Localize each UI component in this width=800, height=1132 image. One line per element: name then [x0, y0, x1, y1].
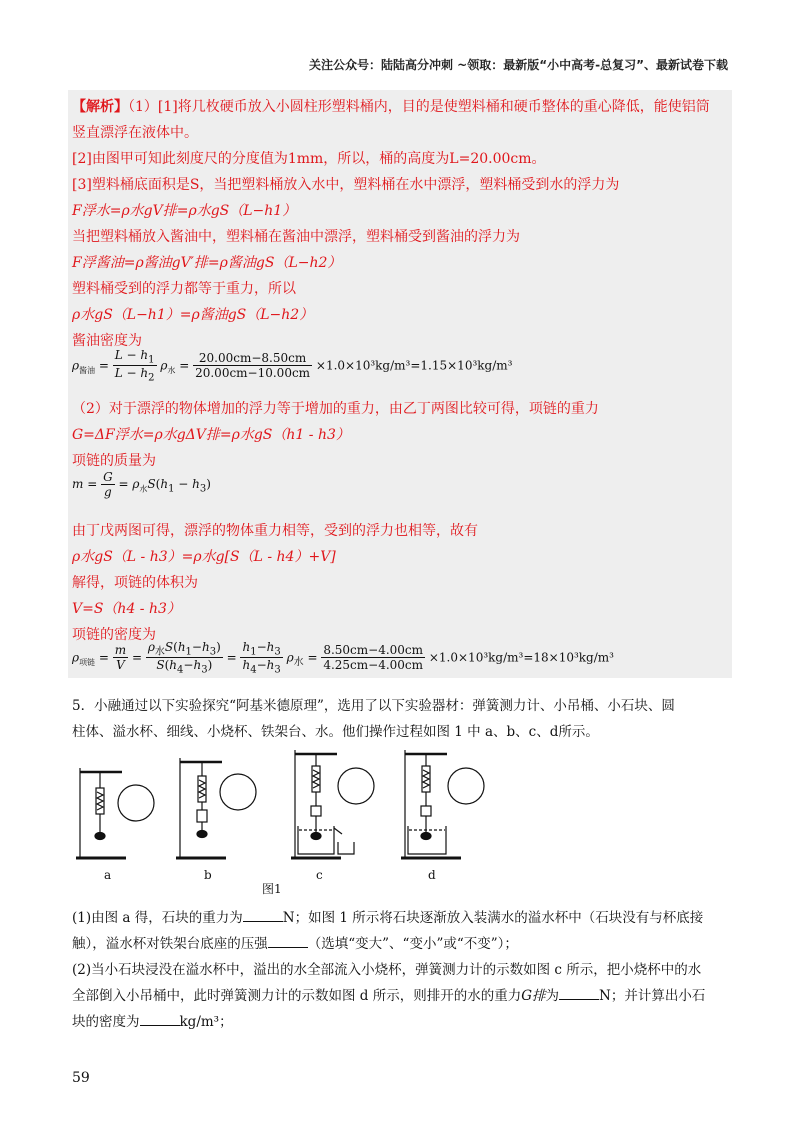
- solution-line-10: 酱油密度为: [72, 333, 142, 349]
- fraction-h: $\frac{h_1-h_3}{h_4-h_3}$: [242, 640, 281, 676]
- solution-tag: 【解析】: [72, 99, 128, 115]
- page-number: 59: [72, 1070, 90, 1086]
- apparatus-b: [176, 758, 256, 858]
- solution-line-17: V=S（h4 - h3）: [72, 601, 181, 617]
- question-part-2-line-3: 块的密度为 kg/m³；: [72, 1014, 233, 1030]
- g-pai-symbol: G排: [521, 988, 546, 1004]
- solution-line-11: （2）对于漂浮的物体增加的浮力等于增加的重力，由乙丁两图比较可得，项链的重力: [72, 401, 599, 417]
- question-part-2-line-2: 全部倒入小吊桶中，此时弹簧测力计的示数如图 d 所示，则排开的水的重力G排为 N；并计算出小石: [72, 988, 706, 1004]
- figure-label-a: a: [104, 868, 112, 882]
- apparatus-d: [401, 750, 484, 858]
- apparatus-a: [76, 768, 154, 858]
- header-note: 关注公众号：陆陆高分冲刺 ~领取：最新版“小中高考-总复习”、最新试卷下载: [309, 58, 728, 72]
- solution-line-9: ρ水gS（L−h1）=ρ酱油gS（L−h2）: [72, 307, 314, 323]
- solution-line-3: [2]由图甲可知此刻度尺的分度值为1mm，所以，桶的高度为L=20.00cm。: [72, 151, 546, 167]
- formula-1-result: ×1.0×10³kg/m³=1.15×10³kg/m³: [315, 358, 513, 373]
- formula-necklace-density: $\rho_{项链}$ = $\frac{m}{V}$ = $\frac{\rho_水S(h_1-h_3)}{S(h_4-h_3)}$ = $\frac{h_1-h_3}{h_4-h_3}$ $\rho_水$ = $\frac{8.50cm-4.00cm}{4.25cm-4.00cm}$ ×1.0×10³kg/m³=18×10³kg/m³: [72, 640, 614, 676]
- fraction-rho-S: $\frac{\rho_水S(h_1-h_3)}{S(h_4-h_3)}$: [147, 640, 221, 676]
- question-part-1-line-1: (1)由图 a 得，石块的重力为 N；如图 1 所示将石块逐渐放入装满水的溢水杯中（石块没有与杯底接: [72, 910, 704, 926]
- solution-line-16: 解得，项链的体积为: [72, 575, 198, 591]
- figure-1: [66, 748, 506, 868]
- formula-3-result: ×1.0×10³kg/m³=18×10³kg/m³: [428, 650, 614, 665]
- question-line-2: 柱体、溢水杯、细线、小烧杯、铁架台、水。他们操作过程如图 1 中 a、b、c、d所示。: [72, 724, 599, 740]
- figure-caption: 图1: [262, 882, 282, 896]
- figure-label-d: d: [428, 868, 436, 882]
- fraction-values-1: $\frac{20.00cm-8.50cm}{20.00cm-10.00cm}$: [195, 351, 311, 381]
- apparatus-c: [291, 750, 374, 858]
- solution-line-4: [3]塑料桶底面积是S，当把塑料桶放入水中，塑料桶在水中漂浮，塑料桶受到水的浮力为: [72, 177, 620, 193]
- fraction-m-V: $\frac{m}{V}$: [114, 643, 127, 673]
- answer-blank-2[interactable]: [268, 935, 308, 948]
- solution-line-2: 竖直漂浮在液体中。: [72, 125, 198, 141]
- answer-blank-3[interactable]: [559, 987, 599, 1000]
- solution-text-1: （1）[1]将几枚硬币放入小圆柱形塑料桶内，目的是使塑料桶和硬币整体的重心降低，能使铝筒: [128, 99, 710, 115]
- fraction-values-3: $\frac{8.50cm-4.00cm}{4.25cm-4.00cm}$: [323, 643, 424, 673]
- formula-soy-density: $\rho_{酱油}$ = $\frac{L - h_1}{L - h_2}$ $\rho_水$ = $\frac{20.00cm-8.50cm}{20.00cm-10.00cm}$ ×1.0×10³kg/m³=1.15×10³kg/m³: [72, 348, 513, 384]
- solution-line-7: F浮酱油=ρ酱油gV′排=ρ酱油gS（L−h2）: [72, 255, 342, 271]
- answer-blank-1[interactable]: [243, 909, 283, 922]
- question-line-1: 5．小融通过以下实验探究“阿基米德原理”，选用了以下实验器材：弹簧测力计、小吊桶、小石块、圆: [72, 698, 675, 714]
- formula-necklace-mass: m = $\frac{G}{g}$ = $\rho_水S(h_1 - h_3)$: [72, 470, 211, 499]
- solution-line-13: 项链的质量为: [72, 453, 156, 469]
- solution-line-8: 塑料桶受到的浮力都等于重力，所以: [72, 281, 296, 297]
- solution-line-6: 当把塑料桶放入酱油中，塑料桶在酱油中漂浮，塑料桶受到酱油的浮力为: [72, 229, 520, 245]
- solution-line-5: F浮水=ρ水gV排=ρ水gS（L−h1）: [72, 203, 297, 219]
- figure-label-c: c: [316, 868, 323, 882]
- question-part-2-line-1: (2)当小石块浸没在溢水杯中，溢出的水全部流入小烧杯，弹簧测力计的示数如图 c 所示，把小烧杯中的水: [72, 962, 702, 978]
- solution-line-14: 由丁戊两图可得，漂浮的物体重力相等，受到的浮力也相等，故有: [72, 523, 478, 539]
- fraction-L-h: $\frac{L - h_1}{L - h_2}$: [114, 348, 155, 384]
- answer-blank-4[interactable]: [140, 1013, 180, 1026]
- question-part-1-line-2: 触），溢水杯对铁架台底座的压强 （选填“变大”、“变小”或“不变”）；: [72, 936, 518, 952]
- solution-line-18: 项链的密度为: [72, 627, 156, 643]
- solution-line-15: ρ水gS（L - h3）=ρ水g[S（L - h4）+V]: [72, 549, 336, 565]
- solution-line-1: [72, 96, 710, 116]
- fraction-G-g: $\frac{G}{g}$: [103, 470, 113, 499]
- solution-line-12: G=ΔF浮水=ρ水gΔV排=ρ水gS（h1 - h3）: [72, 427, 350, 443]
- figure-label-b: b: [204, 868, 212, 882]
